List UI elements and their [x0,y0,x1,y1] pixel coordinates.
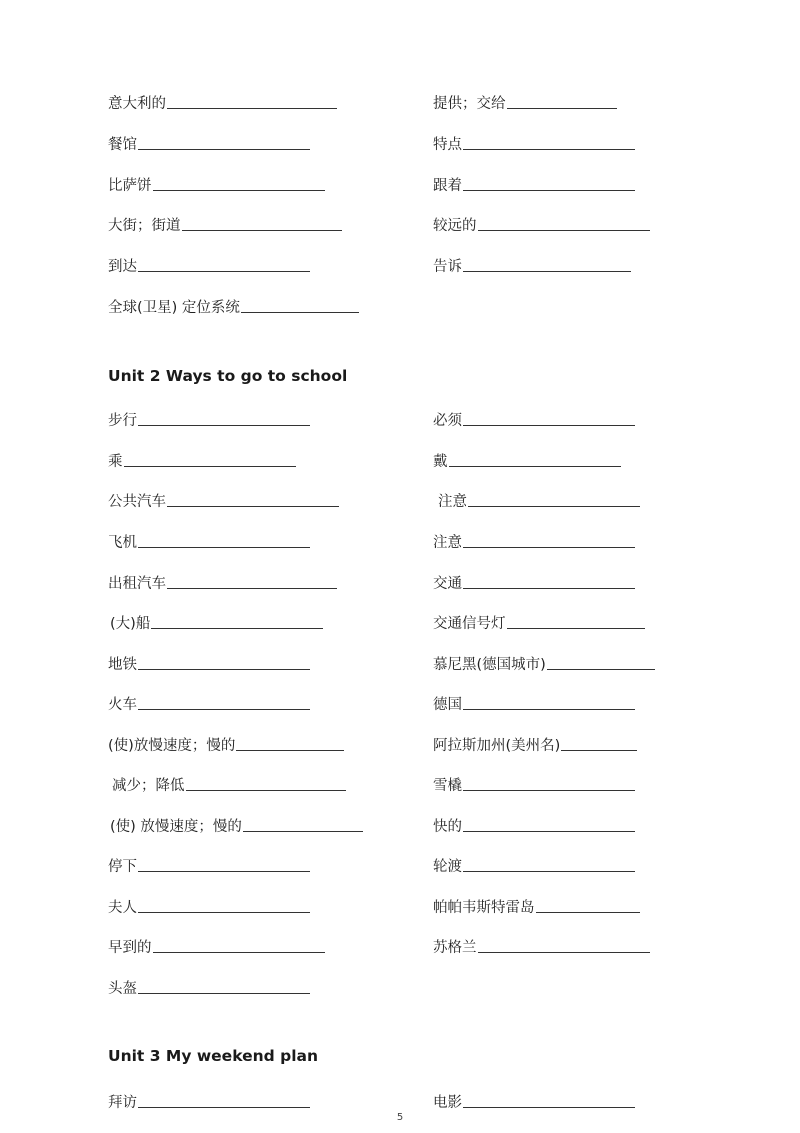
vocab-item [433,212,650,236]
answer-blank[interactable] [463,817,635,832]
vocab-prompt: 停下 [108,858,137,875]
answer-blank[interactable] [243,817,363,832]
vocab-item [108,294,359,318]
vocab-item [108,1089,310,1113]
answer-blank[interactable] [182,216,342,231]
answer-blank[interactable] [463,176,635,191]
vocab-prompt: 大街；街道 [108,217,181,234]
answer-blank[interactable] [463,257,631,272]
vocab-item [433,448,621,472]
answer-blank[interactable] [507,94,617,109]
vocab-prompt: 交通 [433,575,462,592]
vocab-prompt: 阿拉斯加州(美州名) [433,737,561,754]
answer-blank[interactable] [547,655,655,670]
vocab-item [108,894,310,918]
vocab-item [433,934,650,958]
answer-blank[interactable] [153,938,325,953]
vocab-prompt: 告诉 [433,258,462,275]
vocab-item [108,691,310,715]
answer-blank[interactable] [463,857,635,872]
answer-blank[interactable] [449,452,621,467]
vocab-prompt: 早到的 [108,939,152,956]
vocab-item [433,1089,635,1113]
answer-blank[interactable] [463,411,635,426]
vocab-item [108,172,325,196]
vocab-prompt: 减少；降低 [112,777,185,794]
answer-blank[interactable] [167,94,337,109]
vocab-prompt: 提供；交给 [433,95,506,112]
answer-blank[interactable] [536,898,640,913]
vocab-item [433,90,617,114]
unit-heading: Unit 3 My weekend plan [108,1047,319,1065]
vocab-prompt: 意大利的 [108,95,166,112]
answer-blank[interactable] [468,492,640,507]
answer-blank[interactable] [167,574,337,589]
vocab-prompt: 较远的 [433,217,477,234]
vocab-item [108,529,310,553]
vocab-prompt: 轮渡 [433,858,462,875]
vocab-item [108,853,310,877]
vocab-prompt: 注意 [433,534,462,551]
answer-blank[interactable] [478,216,650,231]
answer-blank[interactable] [463,776,635,791]
vocab-prompt: 地铁 [108,656,137,673]
vocab-item [112,772,346,796]
page-number: 5 [396,1112,404,1123]
vocab-prompt: 头盔 [108,980,137,997]
answer-blank[interactable] [507,614,645,629]
vocab-item [433,772,635,796]
vocab-item [108,732,344,756]
vocab-prompt: 比萨饼 [108,177,152,194]
answer-blank[interactable] [138,135,310,150]
vocab-prompt: 餐馆 [108,136,137,153]
vocab-item [108,651,310,675]
vocab-item [433,253,631,277]
vocab-prompt: 到达 [108,258,137,275]
answer-blank[interactable] [463,533,635,548]
vocab-prompt: 乘 [108,453,123,470]
vocab-item [108,448,296,472]
vocab-prompt: 飞机 [108,534,137,551]
vocab-prompt: 雪橇 [433,777,462,794]
vocab-prompt: 跟着 [433,177,462,194]
answer-blank[interactable] [151,614,323,629]
answer-blank[interactable] [241,298,359,313]
vocab-item [433,407,635,431]
answer-blank[interactable] [478,938,650,953]
vocab-prompt: (使)放慢速度；慢的 [108,737,236,754]
vocab-prompt: 拜访 [108,1094,137,1111]
vocab-item [433,691,635,715]
answer-blank[interactable] [138,257,310,272]
vocab-item [108,253,310,277]
vocab-item [433,529,635,553]
vocab-item [108,975,310,999]
vocab-prompt: 德国 [433,696,462,713]
answer-blank[interactable] [561,736,637,751]
answer-blank[interactable] [124,452,296,467]
answer-blank[interactable] [138,1093,310,1108]
vocab-item [108,212,342,236]
vocab-prompt: 步行 [108,412,137,429]
answer-blank[interactable] [463,695,635,710]
answer-blank[interactable] [138,411,310,426]
vocab-item [108,488,339,512]
vocab-prompt: 注意 [438,493,467,510]
vocab-item [433,813,635,837]
vocab-item [433,570,635,594]
vocab-prompt: 电影 [433,1094,462,1111]
vocab-prompt: 帕帕韦斯特雷岛 [433,899,535,916]
answer-blank[interactable] [463,574,635,589]
vocab-item [108,407,310,431]
vocab-prompt: (使) 放慢速度；慢的 [110,818,242,835]
unit-heading: Unit 2 Ways to go to school [108,367,348,385]
answer-blank[interactable] [138,533,310,548]
vocab-item [433,894,640,918]
vocab-prompt: 公共汽车 [108,493,166,510]
answer-blank[interactable] [236,736,344,751]
vocab-prompt: 火车 [108,696,137,713]
vocab-prompt: (大)船 [110,615,151,632]
vocab-item [108,90,337,114]
vocab-prompt: 出租汽车 [108,575,166,592]
vocab-item [433,732,637,756]
vocab-item [108,131,310,155]
answer-blank[interactable] [138,898,310,913]
answer-blank[interactable] [463,1093,635,1108]
answer-blank[interactable] [138,857,310,872]
vocab-prompt: 快的 [433,818,462,835]
vocab-prompt: 戴 [433,453,448,470]
vocab-item [438,488,640,512]
vocab-prompt: 夫人 [108,899,137,916]
answer-blank[interactable] [138,695,310,710]
answer-blank[interactable] [167,492,339,507]
vocab-item [433,131,635,155]
vocab-item [108,934,325,958]
vocab-item [433,172,635,196]
vocab-item [433,610,645,634]
vocab-item [433,853,635,877]
answer-blank[interactable] [138,979,310,994]
vocab-prompt: 苏格兰 [433,939,477,956]
vocab-item [433,651,655,675]
vocab-prompt: 必须 [433,412,462,429]
vocab-item [110,813,363,837]
answer-blank[interactable] [153,176,325,191]
answer-blank[interactable] [463,135,635,150]
vocab-prompt: 特点 [433,136,462,153]
vocab-prompt: 交通信号灯 [433,615,506,632]
vocab-prompt: 慕尼黑(德国城市) [433,656,546,673]
answer-blank[interactable] [186,776,346,791]
vocab-item [108,570,337,594]
answer-blank[interactable] [138,655,310,670]
vocab-prompt: 全球(卫星) 定位系统 [108,299,240,316]
vocab-item [110,610,323,634]
